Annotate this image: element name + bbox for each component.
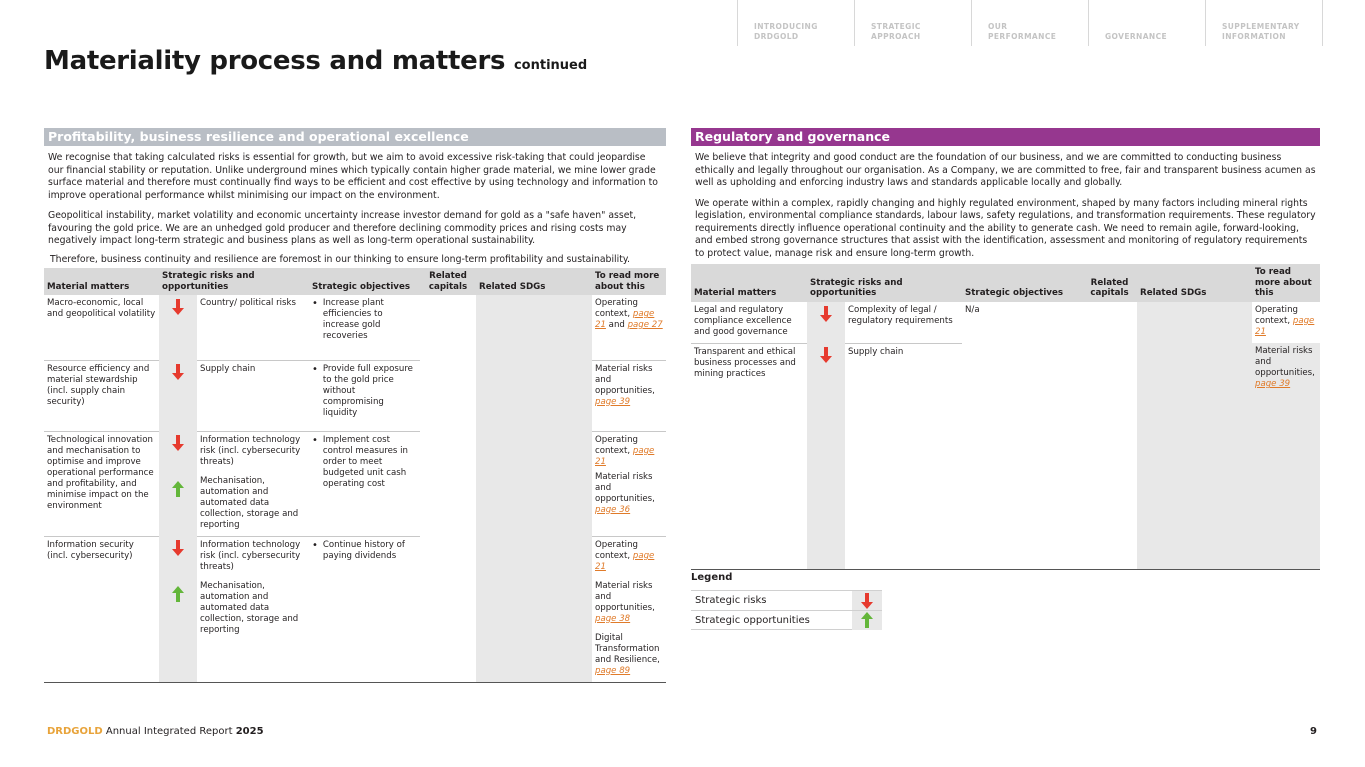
- opportunity-text: Mechanisation, automation and automated data collection, storage and reporting: [200, 475, 299, 530]
- risk-arrow-cell: [159, 536, 197, 682]
- profitability-table: [44, 268, 666, 682]
- strategic-risk: Supply chain: [197, 360, 309, 431]
- risk-arrow-cell: [807, 343, 845, 569]
- table-row: [691, 302, 1320, 344]
- legend-label: Strategic opportunities: [695, 614, 810, 626]
- table-bottom-rule: [691, 569, 1320, 570]
- risk-text: Information technology risk (incl. cybersecurity threats): [200, 434, 301, 467]
- strategic-objective: [309, 360, 420, 431]
- profitability-heading: Profitability, business resilience and operational excellence: [44, 128, 666, 146]
- nav-our-performance[interactable]: OUR PERFORMANCE: [971, 0, 1088, 46]
- profitability-paragraph-1: We recognise that taking calculated risks is essential for growth, but we aim to avoid excessive risk-taking that could jeopardise our financial stability or reputation. Unlike underground mines which typically contain higher grade material, we mine lower grade surface material and therefore must continually find ways to be efficient and cost effective by using technology and information to improve operational performance whilst minimising our impact on the environment.: [48, 152, 658, 201]
- related-sdgs-cell: [476, 295, 592, 682]
- read-more-text: Operating context,: [1255, 304, 1298, 326]
- page-link[interactable]: page 21: [1255, 315, 1315, 337]
- strategic-risk: [197, 536, 309, 682]
- top-navigation: [737, 0, 1323, 46]
- arrow-down-icon: [172, 364, 184, 380]
- page-link[interactable]: page 38: [595, 613, 631, 624]
- page-title-text: Materiality process and matters: [44, 46, 506, 76]
- footer-brand: DRDGOLD: [47, 726, 103, 737]
- risk-text: Information technology risk (incl. cybersecurity threats): [200, 539, 301, 572]
- legend: [691, 572, 882, 630]
- page-number: 9: [1310, 726, 1317, 737]
- col-related-sdgs: Related SDGs: [1137, 264, 1252, 302]
- strategic-objective: [309, 431, 420, 536]
- risk-arrow-cell: [159, 360, 197, 431]
- read-more-cell: [592, 360, 666, 431]
- page-title: [44, 46, 587, 76]
- nav-introducing[interactable]: INTRODUCING DRDGOLD: [737, 0, 854, 46]
- page-link[interactable]: page 21: [595, 445, 655, 467]
- related-capitals-cell: [1082, 302, 1137, 570]
- material-matter: Information security (incl. cybersecurity): [44, 536, 159, 682]
- footer: [47, 726, 264, 737]
- risk-arrow-cell: [159, 295, 197, 360]
- material-matter: Legal and regulatory compliance excellence and good governance: [694, 304, 792, 337]
- arrow-down-icon: [172, 435, 184, 451]
- bullet-icon: •: [312, 539, 318, 551]
- regulatory-heading: Regulatory and governance: [691, 128, 1320, 146]
- col-strategic-risks: Strategic risks and opportunities: [807, 264, 962, 302]
- profitability-section: [44, 128, 666, 683]
- col-related-capitals: Related capitals: [1082, 264, 1137, 302]
- page-link[interactable]: page 89: [595, 665, 631, 676]
- opportunity-text: Mechanisation, automation and automated data collection, storage and reporting: [200, 580, 299, 635]
- read-more-cell: [1252, 343, 1320, 569]
- objective-text: Continue history of paying dividends: [322, 539, 405, 561]
- profitability-paragraph-3: Therefore, business continuity and resilience are foremost in our thinking to ensure long-term profitability and sustainability.: [50, 253, 630, 265]
- col-strategic-objectives: Strategic objectives: [962, 264, 1082, 302]
- bullet-icon: •: [312, 298, 318, 309]
- col-read-more: To read more about this: [1252, 264, 1320, 302]
- read-more-text: Material risks and opportunities,: [595, 580, 655, 613]
- arrow-up-icon: [172, 481, 184, 497]
- profitability-paragraph-2: Geopolitical instability, market volatility and economic uncertainty increase investor demand for gold as a "safe haven" asset, favouring the gold price. We are an unhedged gold producer and therefore declining commodity prices and rising costs may negatively impact long-term strategic and business plans as well as long-term operational sustainability.: [48, 210, 637, 246]
- objective-text: Provide full exposure to the gold price without compromising liquidity: [322, 363, 413, 418]
- table-header-row: [44, 268, 666, 295]
- read-more-cell: [592, 431, 666, 536]
- legend-label: Strategic risks: [695, 595, 767, 606]
- arrow-up-icon: [852, 611, 882, 630]
- risk-arrow-cell: [807, 302, 845, 344]
- col-related-sdgs: Related SDGs: [476, 268, 592, 295]
- nav-strategic-approach[interactable]: STRATEGIC APPROACH: [854, 0, 971, 46]
- table-header-row: [691, 264, 1320, 302]
- read-more-text: Digital Transformation and Resilience,: [595, 632, 660, 665]
- strategic-risk: Complexity of legal / regulatory requirements: [848, 304, 953, 326]
- col-material-matters: Material matters: [44, 268, 159, 295]
- regulatory-paragraph-1: We believe that integrity and good conduct are the foundation of our business, and we are committed to conducting business ethically and legally throughout our organisation. As a Company, we are committed to free, fair and transparent business acumen as well as upholding and enforcing industry laws and standards applicable locally and globally.: [695, 152, 1316, 188]
- footer-report-name: Annual Integrated Report: [105, 726, 233, 737]
- arrow-down-icon: [852, 591, 882, 610]
- regulatory-paragraph-2: We operate within a complex, rapidly changing and highly regulated environment, shaped by many factors including mineral rights legislation, environmental compliance standards, labour laws, safety regulations, and transformation requirements. These regulatory requirements directly influence operational continuity and the ability to generate cash. We need to remain agile, forward-looking, and embed strong governance structures that assist with the identification, assessment and monitoring of regulatory requirements to protect value, manage risk and ensure long-term growth.: [695, 197, 1316, 259]
- bullet-icon: •: [312, 363, 318, 375]
- risk-arrow-cell: [159, 431, 197, 536]
- material-matter: Transparent and ethical business processes and mining practices: [691, 343, 807, 569]
- read-more-text: Operating context,: [595, 298, 638, 319]
- read-more-text: Material risks and opportunities,: [595, 471, 655, 504]
- strategic-objective: [309, 536, 420, 682]
- read-more-cell: [592, 536, 666, 682]
- footer-year: 2025: [235, 726, 264, 737]
- material-matter: Macro-economic, local and geopolitical volatility: [47, 298, 156, 319]
- page-link[interactable]: page 39: [1255, 379, 1291, 389]
- arrow-down-icon: [820, 306, 832, 322]
- col-strategic-objectives: Strategic objectives: [309, 268, 420, 295]
- page-link[interactable]: page 21: [595, 550, 655, 572]
- strategic-risk: Country/ political risks: [200, 298, 296, 308]
- read-more-text: Material risks and opportunities,: [595, 363, 655, 396]
- table-row: [44, 295, 666, 360]
- strategic-risk: Supply chain: [845, 343, 962, 569]
- page-link[interactable]: page 36: [595, 504, 631, 515]
- legend-item-opportunities: [691, 610, 882, 630]
- read-more-text: Operating context,: [595, 539, 638, 561]
- nav-supplementary[interactable]: SUPPLEMENTARY INFORMATION: [1205, 0, 1323, 46]
- read-more-text: Operating context,: [595, 434, 638, 456]
- nav-governance[interactable]: GOVERNANCE: [1088, 0, 1205, 46]
- legend-title: Legend: [691, 572, 733, 583]
- related-capitals-cell: [420, 295, 476, 682]
- col-material-matters: Material matters: [691, 264, 807, 302]
- material-matter: Resource efficiency and material stewardship (incl. supply chain security): [44, 360, 159, 431]
- regulatory-table: [691, 264, 1320, 569]
- strategic-objective: [309, 295, 420, 360]
- legend-item-risks: [691, 590, 882, 610]
- arrow-down-icon: [172, 299, 184, 315]
- page-link[interactable]: page 39: [595, 396, 631, 407]
- col-related-capitals: Related capitals: [420, 268, 476, 295]
- bullet-icon: •: [312, 434, 318, 446]
- strategic-objective: N/a: [965, 304, 980, 315]
- objective-text: Implement cost control measures in order to meet budgeted unit cash operating cost: [322, 434, 408, 489]
- page-link[interactable]: page 21: [595, 309, 655, 330]
- strategic-risk: [197, 431, 309, 536]
- read-more-cell: [1252, 302, 1320, 344]
- col-strategic-risks: Strategic risks and opportunities: [159, 268, 309, 295]
- related-sdgs-cell: [1137, 302, 1252, 570]
- page-title-suffix: continued: [513, 58, 588, 73]
- read-more-text: Material risks and opportunities,: [1255, 346, 1315, 378]
- page-link[interactable]: page 27: [627, 320, 663, 330]
- material-matter: Technological innovation and mechanisation to optimise and improve operational performance and profitability, and minimise impact on the environment: [44, 431, 159, 536]
- arrow-down-icon: [172, 540, 184, 556]
- col-read-more: To read more about this: [592, 268, 666, 295]
- table-bottom-rule: [44, 682, 666, 683]
- read-more-cell: [592, 295, 666, 360]
- objective-text: Increase plant efficiencies to increase gold recoveries: [322, 298, 384, 341]
- regulatory-section: [691, 128, 1320, 570]
- arrow-down-icon: [820, 347, 832, 363]
- arrow-up-icon: [172, 586, 184, 602]
- read-more-text: and: [608, 320, 625, 330]
